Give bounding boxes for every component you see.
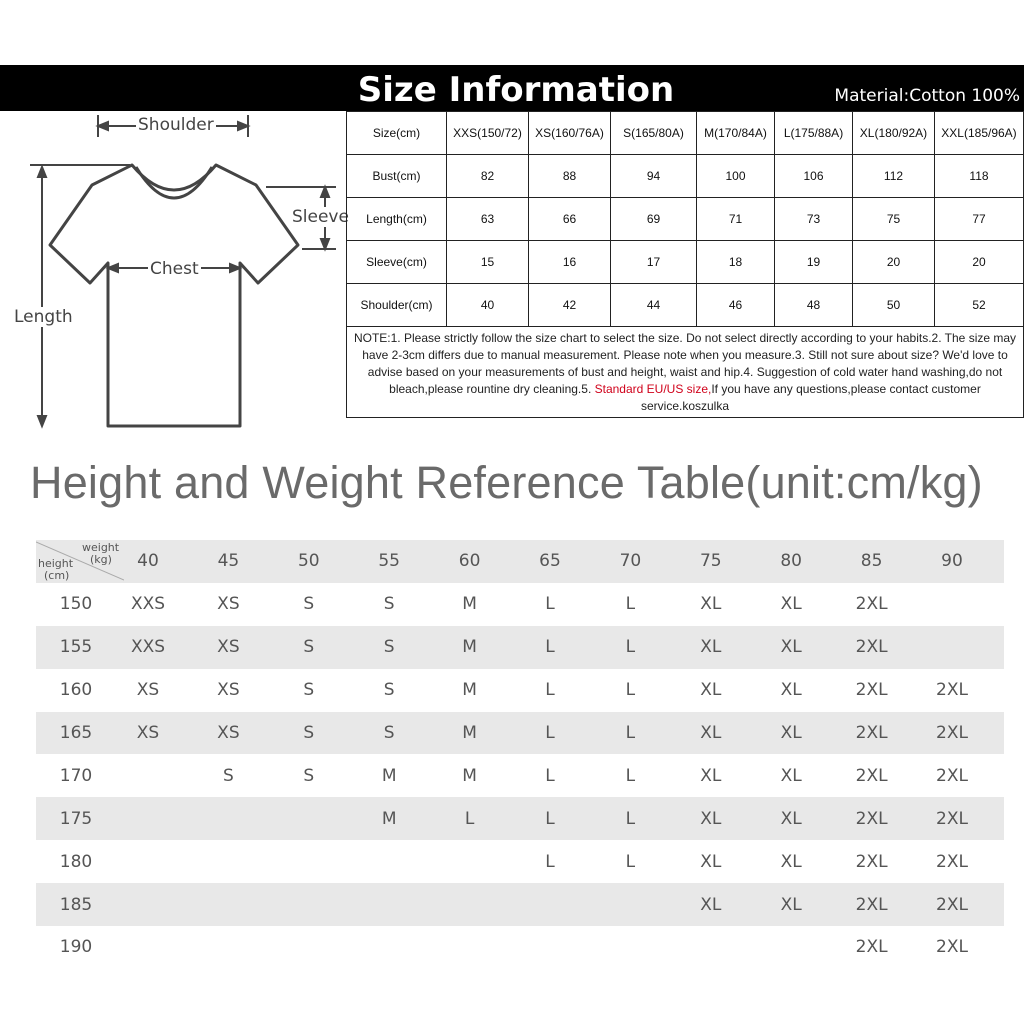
size-cell [600, 926, 660, 969]
size-cell: M [462, 765, 477, 786]
table-row [347, 284, 1024, 327]
corner-cm-label: (cm) [44, 569, 70, 582]
size-cell: 2XL [936, 851, 968, 872]
table-cell: 100 [697, 155, 775, 198]
size-cell: L [625, 851, 636, 872]
size-cell: 2XL [855, 851, 888, 872]
size-cell: L [464, 808, 475, 829]
size-cell: L [545, 765, 555, 786]
weight-header-cell: 60 [458, 551, 481, 572]
reference-header-row [36, 540, 1004, 583]
table-cell: 112 [853, 155, 935, 198]
size-cell [198, 926, 258, 969]
size-cell: 2XL [855, 723, 888, 743]
weight-header-cell: 90 [941, 551, 963, 572]
size-cell [198, 797, 258, 840]
size-cell: L [545, 723, 555, 743]
table-cell: 42 [529, 284, 611, 327]
size-cell: XL [700, 765, 722, 786]
height-cell: 180 [59, 851, 93, 872]
size-cell: XL [700, 680, 722, 701]
size-cell: L [625, 723, 636, 743]
note-row [347, 327, 1024, 418]
size-cell: XL [700, 637, 722, 658]
size-cell: L [545, 637, 555, 658]
size-cell: XXS [130, 594, 166, 615]
table-header-cell: Size(cm) [347, 112, 447, 155]
size-cell: XS [136, 723, 160, 743]
size-cell [279, 840, 339, 883]
size-cell: XL [700, 808, 722, 829]
size-cell [520, 883, 580, 926]
size-cell: XL [700, 594, 722, 615]
size-cell: L [545, 594, 555, 615]
size-cell [440, 840, 500, 883]
size-cell [440, 883, 500, 926]
table-row [36, 926, 1004, 969]
table-cell: 20 [853, 241, 935, 284]
table-cell: 18 [697, 241, 775, 284]
size-cell: XL [780, 594, 802, 615]
size-cell: XL [780, 851, 802, 872]
table-cell: 69 [611, 198, 697, 241]
reference-title: Height and Weight Reference Table(unit:cm/kg) [30, 457, 983, 508]
height-cell: 190 [59, 937, 93, 958]
table-cell: 19 [775, 241, 853, 284]
size-cell [359, 840, 419, 883]
size-cell [198, 883, 258, 926]
note-text: NOTE:1. Please strictly follow the size chart to select the size. Do not select directly according to your habits.2. The size may have 2-3cm differs due to manual measurement. Please note when you measure.3. Still not sure about size? We'd love to advise based on your measurements of bust and height, waist and hip.4. Suggestion of cold water hand washing,do not bleach,please rountine dry cleaning.5. [353, 330, 1017, 396]
page-title: Size Information [357, 70, 675, 110]
table-row [36, 883, 1004, 926]
table-cell: 50 [853, 284, 935, 327]
size-cell: XS [217, 594, 240, 615]
note-highlight: Standard EU/US size, [594, 381, 712, 396]
size-cell: S [383, 637, 395, 658]
corner-kg-label: (kg) [90, 553, 112, 566]
table-cell: 82 [447, 155, 529, 198]
size-table-header-row [347, 112, 1024, 155]
table-cell: 118 [935, 155, 1024, 198]
size-cell [118, 797, 178, 840]
row-label: Length(cm) [347, 198, 447, 241]
size-cell: XS [217, 723, 240, 743]
size-cell: XL [780, 894, 802, 915]
size-cell: 2XL [855, 808, 888, 829]
size-cell [922, 583, 982, 626]
size-cell: M [462, 637, 477, 658]
size-cell: M [381, 765, 397, 786]
table-row [347, 198, 1024, 241]
table-row [36, 754, 1004, 797]
size-cell: 2XL [936, 765, 968, 786]
table-header-cell: S(165/80A) [611, 112, 697, 155]
weight-header-cell: 75 [699, 551, 722, 572]
size-cell [279, 797, 339, 840]
chest-label: Chest [150, 259, 199, 279]
size-cell [600, 883, 660, 926]
size-cell: 2XL [936, 894, 968, 915]
size-cell [761, 926, 821, 969]
tshirt-diagram [0, 111, 349, 433]
table-cell: 17 [611, 241, 697, 284]
weight-header-cell: 70 [619, 551, 642, 572]
size-cell: M [381, 808, 397, 829]
size-cell [681, 926, 741, 969]
size-cell [118, 754, 178, 797]
table-row [36, 669, 1004, 712]
size-cell: S [303, 594, 315, 615]
size-cell [279, 883, 339, 926]
table-cell: 77 [935, 198, 1024, 241]
size-cell: L [625, 637, 636, 658]
table-header-cell: M(170/84A) [697, 112, 775, 155]
weight-header-cell: 50 [297, 551, 320, 572]
size-cell: XS [217, 680, 240, 701]
size-cell: S [303, 680, 315, 701]
weight-header-cell: 45 [217, 551, 240, 572]
table-cell: 44 [611, 284, 697, 327]
table-cell: 94 [611, 155, 697, 198]
size-cell: 2XL [855, 594, 888, 615]
size-cell [279, 926, 339, 969]
table-header-cell: XXS(150/72) [447, 112, 529, 155]
size-cell: S [303, 637, 315, 658]
size-cell: S [303, 765, 315, 786]
height-cell: 155 [59, 637, 93, 658]
table-header-cell: L(175/88A) [775, 112, 853, 155]
size-cell: M [462, 680, 477, 701]
size-cell: XL [780, 765, 802, 786]
size-cell: L [625, 808, 636, 829]
size-cell: L [625, 594, 636, 615]
shoulder-label: Shoulder [138, 115, 214, 135]
size-cell: S [303, 723, 315, 743]
size-cell [922, 626, 982, 669]
corner-height-label: height [38, 557, 74, 570]
size-cell [118, 883, 178, 926]
table-cell: 52 [935, 284, 1024, 327]
weight-header-cell: 65 [539, 551, 561, 572]
table-row [36, 583, 1004, 626]
length-label: Length [14, 307, 73, 327]
table-row [36, 626, 1004, 669]
height-cell: 170 [59, 765, 93, 786]
size-cell: 2XL [936, 808, 968, 829]
table-cell: 16 [529, 241, 611, 284]
size-cell [359, 926, 419, 969]
size-table [346, 111, 1024, 418]
weight-header-cell: 40 [137, 551, 159, 572]
size-cell: XS [217, 637, 240, 658]
table-cell: 46 [697, 284, 775, 327]
size-cell: L [545, 808, 555, 829]
height-cell: 165 [59, 723, 93, 743]
size-cell: L [625, 765, 636, 786]
size-cell [440, 926, 500, 969]
size-cell: L [545, 851, 555, 872]
corner-weight-label: weight [82, 541, 120, 554]
size-cell [520, 926, 580, 969]
table-cell: 15 [447, 241, 529, 284]
table-row [36, 797, 1004, 840]
size-cell [118, 926, 178, 969]
table-cell: 40 [447, 284, 529, 327]
table-cell: 20 [935, 241, 1024, 284]
size-cell: S [222, 765, 234, 786]
table-cell: 71 [697, 198, 775, 241]
table-header-cell: XXL(185/96A) [935, 112, 1024, 155]
size-cell: L [625, 680, 636, 701]
size-cell: XL [780, 723, 802, 743]
reference-table [36, 540, 1004, 969]
table-cell: 106 [775, 155, 853, 198]
table-header-cell: XS(160/76A) [529, 112, 611, 155]
row-label: Bust(cm) [347, 155, 447, 198]
weight-header-cell: 85 [860, 551, 883, 572]
material-label: Material:Cotton 100% [834, 86, 1020, 106]
corner-cell [36, 540, 124, 583]
height-cell: 150 [59, 594, 93, 615]
size-cell: 2XL [855, 680, 888, 701]
weight-header-cell: 55 [378, 551, 400, 572]
size-cell: S [383, 723, 395, 743]
table-cell: 73 [775, 198, 853, 241]
size-cell: M [462, 594, 477, 615]
height-cell: 185 [59, 894, 93, 915]
table-row [36, 712, 1004, 755]
size-cell: M [462, 723, 477, 743]
table-header-cell: XL(180/92A) [853, 112, 935, 155]
size-cell: 2XL [855, 937, 888, 958]
row-label: Shoulder(cm) [347, 284, 447, 327]
weight-header-cell: 80 [780, 551, 802, 572]
table-row [36, 840, 1004, 883]
size-cell: 2XL [936, 937, 968, 958]
size-cell [198, 840, 258, 883]
size-cell: 2XL [855, 765, 888, 786]
row-label: Sleeve(cm) [347, 241, 447, 284]
table-cell: 66 [529, 198, 611, 241]
size-cell: 2XL [936, 680, 968, 701]
size-cell: S [383, 680, 395, 701]
size-note [347, 327, 1024, 418]
table-cell: 75 [853, 198, 935, 241]
size-cell: XL [780, 808, 802, 829]
table-row [347, 241, 1024, 284]
size-cell [118, 840, 178, 883]
size-cell: XL [700, 894, 722, 915]
table-row [347, 155, 1024, 198]
size-cell: XL [700, 851, 722, 872]
size-cell: 2XL [855, 894, 888, 915]
size-cell: XS [136, 680, 160, 701]
size-cell: 2XL [855, 637, 888, 658]
size-cell: XL [700, 723, 722, 743]
table-cell: 63 [447, 198, 529, 241]
size-cell: S [383, 594, 395, 615]
note-text-end: If you have any questions,please contact customer service.koszulka [640, 381, 981, 413]
size-cell: L [545, 680, 555, 701]
table-cell: 48 [775, 284, 853, 327]
size-cell: 2XL [936, 723, 968, 743]
height-cell: 175 [59, 808, 93, 829]
height-cell: 160 [59, 680, 93, 701]
sleeve-label: Sleeve [292, 207, 349, 227]
size-cell [359, 883, 419, 926]
size-cell: XXS [130, 637, 166, 658]
size-cell: XL [780, 637, 802, 658]
table-cell: 88 [529, 155, 611, 198]
size-cell: XL [780, 680, 802, 701]
